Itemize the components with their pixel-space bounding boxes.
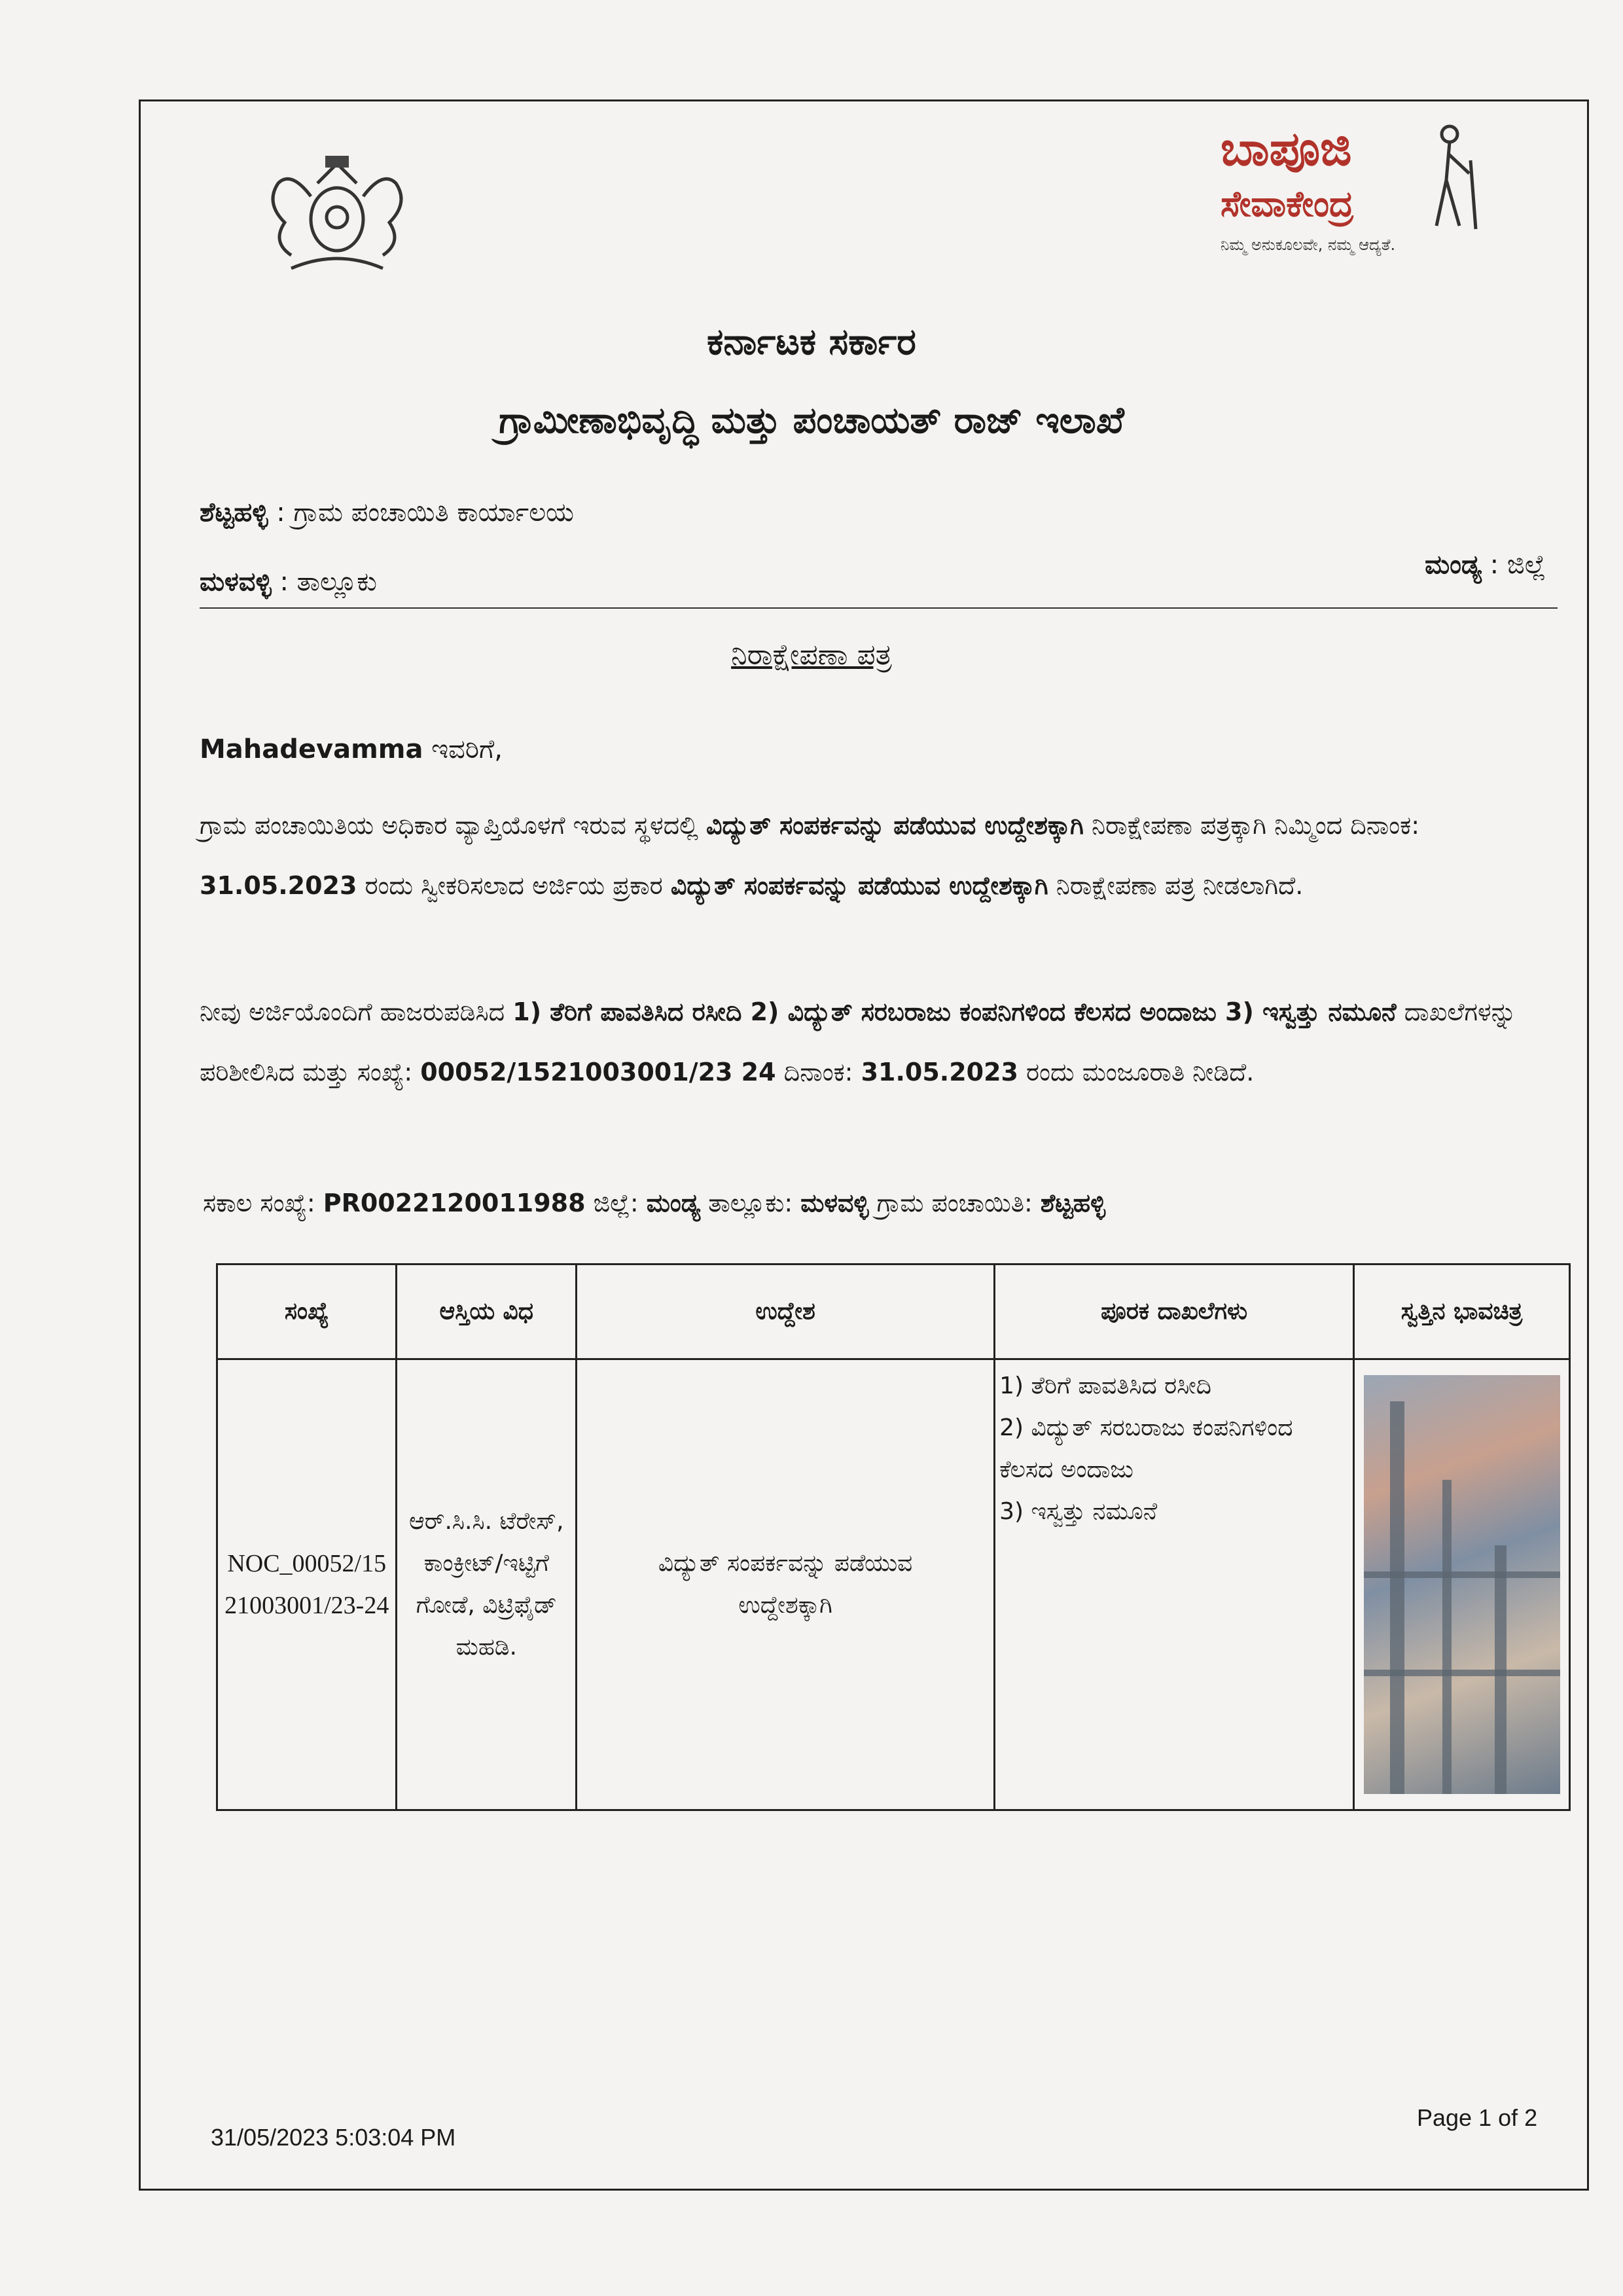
p2-date: 31.05.2023 bbox=[861, 1058, 1018, 1086]
district-name: ಮಂಡ್ಯ bbox=[1425, 550, 1482, 580]
sakala-district: ಮಂಡ್ಯ bbox=[646, 1189, 701, 1217]
header-divider bbox=[200, 607, 1558, 609]
property-photo bbox=[1364, 1375, 1560, 1794]
supporting-documents bbox=[995, 1359, 1354, 1810]
p2-text-d: ರಂದು ಮಂಜೂರಾತಿ ನೀಡಿದೆ. bbox=[1018, 1058, 1255, 1086]
karnataka-emblem-icon bbox=[252, 144, 422, 281]
sakala-district-label: ಜಿಲ್ಲೆ: bbox=[585, 1189, 647, 1217]
property-type: ಆರ್.ಸಿ.ಸಿ. ಟೆರೇಸ್, ಕಾಂಕ್ರೀಟ್/ಇಟ್ಟಿಗೆ ಗೋಡೆ, ವಿಟ್ರಿಫೈಡ್ ಮಹಡಿ. bbox=[397, 1359, 577, 1810]
p2-text-a: ನೀವು ಅರ್ಜಿಯೊಂದಿಗೆ ಹಾಜರುಪಡಿಸಿದ bbox=[200, 997, 513, 1026]
document-item: 3) ಇಸ್ವತ್ತು ನಮೂನೆ bbox=[999, 1498, 1158, 1525]
paragraph-1 bbox=[200, 795, 1548, 916]
logo-tagline: ನಿಮ್ಮ ಅನುಕೂಲವೇ, ನಮ್ಮ ಆದ್ಯತೆ. bbox=[1221, 236, 1396, 254]
p1-text-d: ನಿರಾಕ್ಷೇಪಣಾ ಪತ್ರ ನೀಡಲಾಗಿದೆ. bbox=[1048, 871, 1304, 900]
property-photo-cell bbox=[1354, 1359, 1570, 1810]
sakala-taluk: ಮಳವಳ್ಳಿ bbox=[800, 1189, 869, 1217]
print-timestamp: 31/05/2023 5:03:04 PM bbox=[211, 2124, 456, 2151]
taluk-suffix: : ತಾಲ್ಲೂಕು bbox=[271, 567, 377, 597]
p1-text-c: ರಂದು ಸ್ವೀಕರಿಸಲಾದ ಅರ್ಜಿಯ ಪ್ರಕಾರ bbox=[357, 871, 671, 900]
logo-line1: ಬಾಪೂಜಿ bbox=[1221, 121, 1352, 176]
col-purpose-header: ಉದ್ದೇಶ bbox=[577, 1265, 995, 1359]
page-number: Page 1 of 2 bbox=[1417, 2104, 1538, 2131]
recipient-name: Mahadevamma bbox=[200, 734, 423, 764]
logo-line2: ಸೇವಾಕೇಂದ್ರ bbox=[1221, 183, 1354, 224]
sakala-line bbox=[203, 1189, 1105, 1218]
purpose: ವಿದ್ಯುತ್ ಸಂಪರ್ಕವನ್ನು ಪಡೆಯುವ ಉದ್ದೇಶಕ್ಕಾಗಿ bbox=[577, 1359, 995, 1810]
sakala-gp: ಶೆಟ್ಟಹಳ್ಳಿ bbox=[1040, 1189, 1106, 1217]
p1-purpose-b: ವಿದ್ಯುತ್ ಸಂಪರ್ಕವನ್ನು ಪಡೆಯುವ ಉದ್ದೇಶಕ್ಕಾಗಿ bbox=[670, 871, 1048, 900]
noc-table bbox=[216, 1263, 1571, 1811]
p1-date: 31.05.2023 bbox=[200, 871, 357, 900]
paragraph-2 bbox=[200, 982, 1548, 1102]
document-item: 1) ತೆರಿಗೆ ಪಾವತಿಸಿದ ರಸೀದಿ bbox=[999, 1372, 1211, 1399]
district-suffix: : ಜಿಲ್ಲೆ bbox=[1481, 550, 1546, 580]
table-row bbox=[217, 1359, 1570, 1810]
gandhi-figure-icon bbox=[1410, 121, 1489, 232]
taluk-name: ಮಳವಳ್ಳಿ bbox=[200, 567, 272, 597]
sakala-gp-label: ಗ್ರಾಮ ಪಂಚಾಯಿತಿ: bbox=[868, 1189, 1041, 1217]
p1-purpose-a: ವಿದ್ಯುತ್ ಸಂಪರ್ಕವನ್ನು ಪಡೆಯುವ ಉದ್ದೇಶಕ್ಕಾಗಿ bbox=[706, 811, 1084, 840]
department-title: ಗ್ರಾಮೀಣಾಭಿವೃದ್ಧಿ ಮತ್ತು ಪಂಚಾಯತ್ ರಾಜ್ ಇಲಾಖೆ bbox=[499, 399, 1124, 442]
p1-text-b: ನಿರಾಕ್ಷೇಪಣಾ ಪತ್ರಕ್ಕಾಗಿ ನಿಮ್ಮಿಂದ ದಿನಾಂಕ: bbox=[1083, 811, 1420, 840]
sakala-number: PR0022120011988 bbox=[323, 1189, 586, 1217]
p2-sanction-number: 00052/1521003001/23 24 bbox=[420, 1058, 776, 1086]
panchayat-line bbox=[200, 497, 574, 528]
taluk-line bbox=[200, 567, 377, 597]
col-number-header: ಸಂಖ್ಯೆ bbox=[217, 1265, 397, 1359]
panchayat-suffix: : ಗ್ರಾಮ ಪಂಚಾಯಿತಿ ಕಾರ್ಯಾಲಯ bbox=[268, 497, 574, 528]
document-item: 2) ವಿದ್ಯುತ್ ಸರಬರಾಜು ಕಂಪನಿಗಳಿಂದ ಕೆಲಸದ ಅಂದಾಜು bbox=[999, 1414, 1293, 1483]
col-documents-header: ಪೂರಕ ದಾಖಲೆಗಳು bbox=[995, 1265, 1354, 1359]
col-property-type-header: ಆಸ್ತಿಯ ವಿಧ bbox=[397, 1265, 577, 1359]
document-subject: ನಿರಾಕ್ಷೇಪಣಾ ಪತ್ರ bbox=[731, 638, 892, 672]
p2-text-b: ದಾಖಲೆಗಳನ್ನು ಪರಿಶೀಲಿಸಿದ ಮತ್ತು ಸಂಖ್ಯೆ: bbox=[200, 997, 1516, 1086]
recipient-line bbox=[200, 734, 503, 764]
panchayat-name: ಶೆಟ್ಟಹಳ್ಳಿ bbox=[200, 497, 268, 528]
p2-documents: 1) ತೆರಿಗೆ ಪಾವತಿಸಿದ ರಸೀದಿ 2) ವಿದ್ಯುತ್ ಸರಬರಾಜು ಕಂಪನಿಗಳಿಂದ ಕೆಲಸದ ಅಂದಾಜು 3) ಇಸ್ವತ್ತು ನಮೂನೆ bbox=[512, 997, 1397, 1026]
government-title: ಕರ್ನಾಟಕ ಸರ್ಕಾರ bbox=[707, 321, 916, 363]
bapuji-sevakendra-logo bbox=[1214, 121, 1489, 272]
table-header-row bbox=[217, 1265, 1570, 1359]
p2-text-c: ದಿನಾಂಕ: bbox=[776, 1058, 861, 1086]
sakala-label: ಸಕಾಲ ಸಂಖ್ಯೆ: bbox=[203, 1189, 323, 1217]
col-photo-header: ಸ್ವತ್ತಿನ ಭಾವಚಿತ್ರ bbox=[1354, 1265, 1570, 1359]
noc-number: NOC_00052/1521003001/23-24 bbox=[217, 1359, 397, 1810]
recipient-suffix: ಇವರಿಗೆ, bbox=[423, 734, 503, 764]
p1-text-a: ಗ್ರಾಮ ಪಂಚಾಯಿತಿಯ ಅಧಿಕಾರ ವ್ಯಾಪ್ತಿಯೊಳಗೆ ಇರುವ ಸ್ಥಳದಲ್ಲಿ bbox=[200, 811, 706, 840]
sakala-taluk-label: ತಾಲ್ಲೂಕು: bbox=[700, 1189, 801, 1217]
district-line bbox=[1425, 550, 1546, 580]
